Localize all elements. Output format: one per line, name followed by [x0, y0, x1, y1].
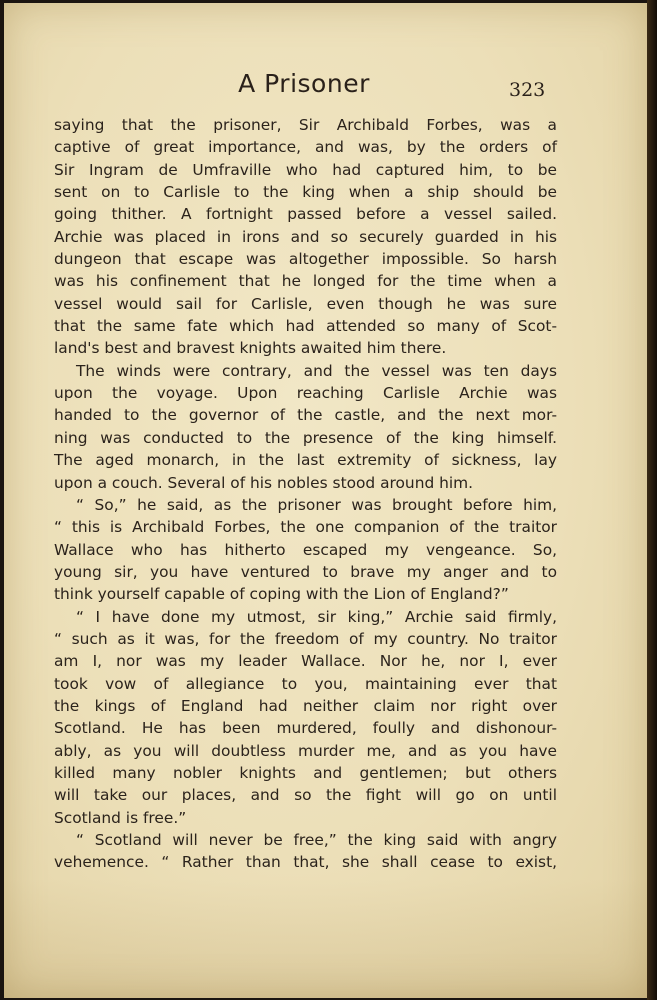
text-line: that the same fate which had attended so many of Scot-	[54, 317, 557, 336]
text-line: killed many nobler knights and gentlemen; but others	[54, 763, 557, 782]
text-line: saying that the prisoner, Sir Archibald Forbes, was a	[54, 116, 557, 134]
text-line: Scotland is free.”	[54, 808, 187, 827]
text-line: young sir, you have ventured to brave my anger and to	[54, 562, 557, 581]
text-line: “ Scotland will never be free,” the king said with angry	[76, 831, 557, 849]
page-edge-shadow	[647, 0, 657, 1000]
text-line: am I, nor was my leader Wallace. Nor he, nor I, ever	[54, 652, 557, 671]
text-line: Sir Ingram de Umfraville who had captured him, to be	[54, 160, 557, 179]
book-page	[4, 3, 647, 998]
paragraph-1	[54, 114, 557, 360]
text-line: going thither. A fortnight passed before a vessel sailed.	[54, 205, 557, 224]
page-number: 323	[509, 79, 546, 101]
text-line: land's best and bravest knights awaited him there.	[54, 339, 447, 358]
paragraph-5	[54, 829, 557, 874]
text-line: Scotland. He has been murdered, foully and dishonour-	[54, 719, 557, 738]
text-line: dungeon that escape was altogether impossible. So harsh	[54, 250, 557, 269]
text-line: ably, as you will doubtless murder me, and as you have	[54, 741, 557, 760]
text-line: sent on to Carlisle to the king when a ship should be	[54, 183, 557, 202]
body-text	[54, 114, 557, 874]
text-line: vehemence. “ Rather than that, she shall cease to exist,	[54, 853, 557, 872]
text-line: The winds were contrary, and the vessel was ten days	[76, 361, 557, 380]
text-line: ning was conducted to the presence of the king himself.	[54, 428, 557, 447]
text-line: vessel would sail for Carlisle, even though he was sure	[54, 294, 557, 313]
text-line: “ I have done my utmost, sir king,” Archie said firmly,	[76, 607, 557, 626]
text-line: think yourself capable of coping with the Lion of England?”	[54, 585, 509, 604]
text-line: “ this is Archibald Forbes, the one companion of the traitor	[54, 518, 557, 537]
text-line: took vow of allegiance to you, maintaining ever that	[54, 674, 557, 693]
page-header	[4, 69, 647, 105]
paragraph-4	[54, 606, 557, 829]
text-line: handed to the governor of the castle, and the next mor-	[54, 406, 557, 425]
text-line: upon a couch. Several of his nobles stood around him.	[54, 473, 474, 492]
text-line: “ So,” he said, as the prisoner was brought before him,	[76, 495, 557, 514]
page-stain	[4, 878, 647, 998]
running-title: A Prisoner	[238, 69, 370, 98]
text-line: will take our places, and so the fight will go on until	[54, 786, 557, 805]
text-line: The aged monarch, in the last extremity of sickness, lay	[54, 451, 557, 470]
text-line: upon the voyage. Upon reaching Carlisle Archie was	[54, 384, 557, 403]
text-line: “ such as it was, for the freedom of my country. No traitor	[54, 629, 557, 648]
paragraph-2	[54, 360, 557, 494]
paragraph-3	[54, 494, 557, 606]
text-line: the kings of England had neither claim nor right over	[54, 696, 557, 715]
text-line: Archie was placed in irons and so securely guarded in his	[54, 227, 557, 246]
text-line: Wallace who has hitherto escaped my vengeance. So,	[54, 540, 557, 559]
text-line: captive of great importance, and was, by the orders of	[54, 138, 557, 157]
text-line: was his confinement that he longed for the time when a	[54, 272, 557, 291]
